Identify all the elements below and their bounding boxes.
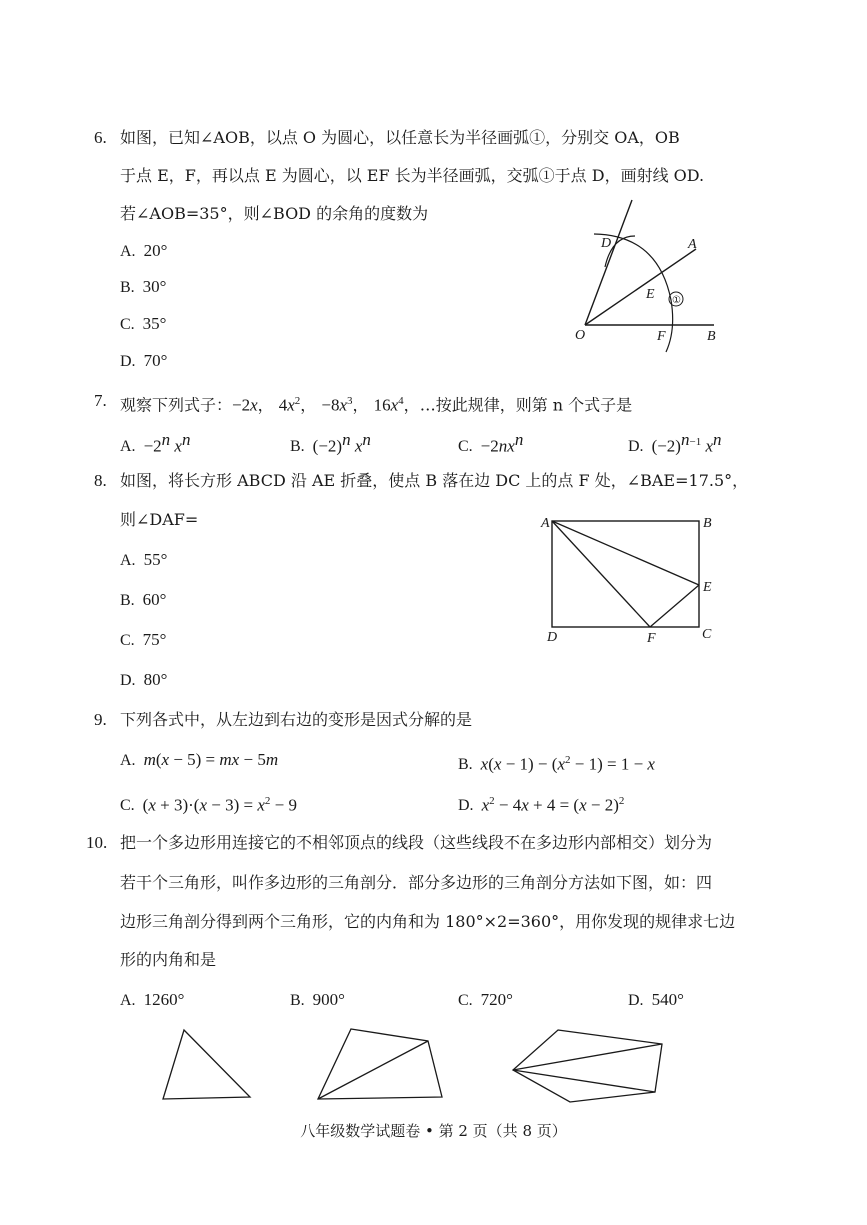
q10-stem-line1: 把一个多边形用连接它的不相邻顶点的线段（这些线段不在多边形内部相交）划分为 [120,833,713,852]
pentagon-diagonal-2 [513,1070,655,1092]
q9-option-d[interactable]: D. $x^2 - 4x + 4 = (x - 2)^2$ [458,795,625,815]
q7-number: 7. [94,391,107,410]
label-e: E [703,580,712,595]
q9-option-c[interactable]: C. $(x + 3)\cdot(x - 3) = x^2 - 9$ [120,795,297,815]
q9-option-b[interactable]: B. $x(x - 1) - (x^2 - 1) = 1 - x$ [458,754,655,774]
q10-stem-line3: 边形三角剖分得到两个三角形，它的内角和为 180°×2=360°，用你发现的规律求七边 [120,912,736,931]
q10-stem-line2: 若干个三角形，叫作多边形的三角剖分．部分多边形的三角剖分方法如下图，如：四 [120,873,713,892]
q6-stem-line3: 若∠AOB=35°，则∠BOD 的余角的度数为 [120,204,429,223]
q7-stem: 观察下列式子：−2x， $4x^2$， $-8x^3$， $16x^4$，…按此规律，则第 n 个式子是 [120,395,633,415]
q8-stem-line1: 如图，将长方形 ABCD 沿 AE 折叠，使点 B 落在边 DC 上的点 F 处，∠BAE=17.5°， [120,471,749,490]
quadrilateral-diagonal [318,1041,428,1099]
q8-figure [535,505,725,650]
q6-number: 6. [94,128,107,147]
q6-option-a[interactable]: A. 20° [120,241,168,260]
label-a: A [541,516,550,531]
q7-option-b[interactable]: B. $(-2)^n$ $x^n$ [290,430,371,456]
q7-option-d[interactable]: D. $(-2)^{n-1}$ $x^n$ [628,430,722,456]
page-footer: 八年级数学试题卷 • 第 2 页（共 8 页） [300,1122,567,1140]
q8-option-a[interactable]: A. 55° [120,550,168,569]
triangle [163,1030,250,1099]
q10-option-b[interactable]: B. 900° [290,990,345,1009]
label-o: O [575,328,586,343]
segment-af [552,521,650,627]
rectangle-abcd [552,521,699,627]
label-b: B [707,329,716,344]
q6-figure [560,195,730,355]
q10-option-a[interactable]: A. 1260° [120,990,185,1009]
ray-oa [585,249,696,325]
label-d: D [601,236,612,251]
q9-number: 9. [94,710,107,729]
q6-option-b[interactable]: B. 30° [120,277,167,296]
fold-ae [552,521,699,585]
segment-fe [650,585,699,627]
q10-number: 10. [86,833,108,852]
label-e: E [646,287,655,302]
label-f: F [657,329,666,344]
label-circle-1: ① [672,295,681,306]
q8-stem-line2: 则∠DAF= [120,510,199,529]
q7-option-a[interactable]: A. $-2^n$ $x^n$ [120,430,191,456]
q8-option-b[interactable]: B. 60° [120,590,167,609]
q9-option-a[interactable]: A. m(x − 5) = mx − 5m [120,750,279,769]
ray-od [585,200,632,325]
q8-number: 8. [94,471,107,490]
label-f: F [647,631,656,646]
label-c: C [702,627,712,642]
q8-option-d[interactable]: D. 80° [120,670,168,689]
q7-option-c[interactable]: C. $-2nx^n$ [458,430,524,456]
q6-option-d[interactable]: D. 70° [120,351,168,370]
q10-stem-line4: 形的内角和是 [120,950,217,969]
q9-stem: 下列各式中，从左边到右边的变形是因式分解的是 [120,710,473,729]
q6-option-c[interactable]: C. 35° [120,314,167,333]
q6-stem-line1: 如图，已知∠AOB，以点 O 为圆心，以任意长为半径画弧①，分别交 OA，OB [120,128,680,147]
q10-option-c[interactable]: C. 720° [458,990,513,1009]
q10-option-d[interactable]: D. 540° [628,990,684,1009]
label-a: A [688,237,697,252]
pentagon-diagonal-1 [513,1044,662,1070]
label-d: D [547,630,558,645]
q6-stem-line2: 于点 E，F，再以点 E 为圆心，以 EF 长为半径画弧，交弧①于点 D，画射线 OD. [120,166,705,185]
label-b: B [703,516,712,531]
q10-figure [155,1020,675,1110]
q8-option-c[interactable]: C. 75° [120,630,167,649]
